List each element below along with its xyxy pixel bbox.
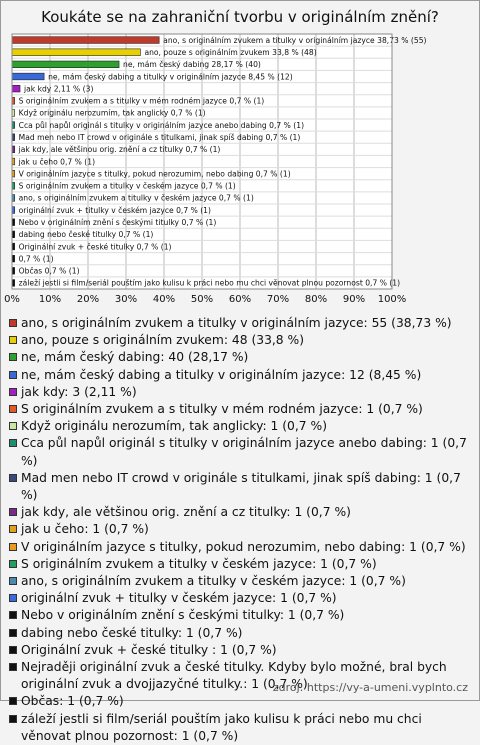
legend-entry bbox=[9, 349, 475, 366]
legend-swatch bbox=[9, 697, 17, 705]
legend-swatch bbox=[9, 319, 17, 327]
legend-swatch bbox=[9, 646, 17, 654]
legend-entry bbox=[9, 504, 475, 521]
legend-entry bbox=[9, 590, 475, 607]
legend-entry bbox=[9, 384, 475, 401]
bar-label: ne, mám český dabing a titulky v originálním jazyce 8,45 % (12) bbox=[48, 72, 293, 82]
legend-entry bbox=[9, 693, 475, 710]
legend-entry bbox=[9, 539, 475, 556]
legend-swatch bbox=[9, 371, 17, 379]
x-tick-label: 10% bbox=[38, 294, 62, 305]
bar-label: záleží jestli si film/seriál pouštím jako kulisu k práci nebo mu chci věnovat plnou pozornost 0,7 % (1) bbox=[18, 278, 401, 288]
x-tick-label: 0% bbox=[4, 294, 20, 305]
legend-swatch bbox=[9, 388, 17, 396]
legend-swatch bbox=[9, 439, 17, 447]
legend-entry bbox=[9, 401, 475, 418]
legend-label: Cca půl napůl originál s titulky v originálním jazyce anebo dabing: 1 (0,7 %) bbox=[21, 436, 467, 468]
bar-label: S originálním zvukem a s titulky v mém rodném jazyce 0,7 % (1) bbox=[18, 96, 265, 106]
legend-label: ne, mám český dabing: 40 (28,17 %) bbox=[21, 350, 249, 365]
legend-label: jak kdy, ale většinou orig. znění a cz titulky: 1 (0,7 %) bbox=[21, 505, 351, 520]
legend-entry bbox=[9, 315, 475, 332]
bar-label: Originální zvuk + české titulky 0,7 % (1) bbox=[18, 242, 172, 252]
legend-swatch bbox=[9, 353, 17, 361]
x-tick-label: 50% bbox=[190, 294, 214, 305]
legend-entry bbox=[9, 367, 475, 384]
legend-entry bbox=[9, 642, 475, 659]
legend-swatch bbox=[9, 422, 17, 430]
legend-label: Nejraději originální zvuk a české titulky. Kdyby bylo možné, bral bych originální zvuk a dvojjazyčné titulky.: 1 (0,7 %) bbox=[21, 660, 447, 692]
legend-label: ne, mám český dabing a titulky v originálním jazyce: 12 (8,45 %) bbox=[21, 367, 422, 382]
legend-label: Občas: 1 (0,7 %) bbox=[21, 694, 124, 709]
chart-title: Koukáte se na zahraniční tvorbu v originálním znění? bbox=[41, 8, 439, 26]
bar-label: 0,7 % (1) bbox=[18, 254, 54, 264]
bar-label: ne, mám český dabing 28,17 % (40) bbox=[123, 60, 261, 70]
legend-entry bbox=[9, 711, 475, 745]
bar-label: ano, pouze s originálním zvukem 33,8 % (48) bbox=[144, 48, 317, 58]
x-tick-label: 30% bbox=[114, 294, 138, 305]
legend-label: ano, s originálním zvukem a titulky v originálním jazyce: 55 (38,73 %) bbox=[21, 316, 452, 330]
legend-label: S originálním zvukem a s titulky v mém rodném jazyce: 1 (0,7 %) bbox=[21, 402, 423, 417]
legend-swatch bbox=[9, 474, 17, 482]
bar-label: jak kdy 2,11 % (3) bbox=[24, 84, 94, 94]
legend-swatch bbox=[9, 611, 17, 619]
legend-swatch bbox=[9, 715, 17, 723]
bar bbox=[12, 85, 20, 92]
x-tick-label: 80% bbox=[304, 294, 328, 305]
bar-chart bbox=[0, 0, 480, 315]
legend-label: jak kdy: 3 (2,11 %) bbox=[21, 384, 137, 399]
legend-label: Originální zvuk + české titulky : 1 (0,7 %) bbox=[21, 642, 277, 657]
bar-label: ano, s originálním zvukem a titulky v originálním jazyce 38,73 % (55) bbox=[163, 35, 427, 45]
x-tick-label: 60% bbox=[228, 294, 252, 305]
legend-entry bbox=[9, 470, 475, 504]
legend-swatch bbox=[9, 594, 17, 602]
legend-swatch bbox=[9, 525, 17, 533]
source-link[interactable]: zdroj: https://vy-a-umeni.vyplnto.cz bbox=[272, 681, 468, 694]
x-tick-label: 20% bbox=[76, 294, 100, 305]
bar-label: originální zvuk + titulky v českém jazyce 0,7 % (1) bbox=[18, 205, 211, 215]
legend-label: originální zvuk + titulky v českém jazyce: 1 (0,7 %) bbox=[21, 591, 337, 606]
bar-label: jak u čeho 0,7 % (1) bbox=[18, 157, 96, 167]
bar-label: S originálním zvukem a titulky v českém jazyce 0,7 % (1) bbox=[18, 181, 236, 191]
legend-label: jak u čeho: 1 (0,7 %) bbox=[21, 522, 149, 537]
legend-label: Mad men nebo IT crowd v originále s titulkami, jinak spíš dabing: 1 (0,7 %) bbox=[21, 470, 461, 503]
legend-swatch bbox=[9, 560, 17, 568]
legend-label: Když originálu nerozumím, tak anglicky: 1 (0,7 %) bbox=[21, 419, 327, 434]
bar-label: V originálním jazyce s titulky, pokud nerozumim, nebo dabing 0,7 % (1) bbox=[18, 169, 291, 179]
legend-swatch bbox=[9, 577, 17, 585]
legend-swatch bbox=[9, 405, 17, 413]
legend-label: Nebo v originálním znění s českými titulky: 1 (0,7 %) bbox=[21, 608, 345, 623]
legend-entry bbox=[9, 556, 475, 573]
legend-entry bbox=[9, 607, 475, 624]
bar-label: ano, s originálním zvukem a titulky v českém jazyce 0,7 % (1) bbox=[18, 193, 254, 203]
bar-label: jak kdy, ale většinou orig. znění a cz titulky 0,7 % (1) bbox=[18, 145, 221, 155]
bar bbox=[12, 37, 159, 44]
x-tick-label: 90% bbox=[342, 294, 366, 305]
legend-label: ano, pouze s originálním zvukem: 48 (33,8 %) bbox=[21, 333, 305, 348]
legend-swatch bbox=[9, 629, 17, 637]
bar bbox=[12, 73, 44, 80]
bar-label: Mad men nebo IT crowd v originále s titulkami, jinak spíš dabing 0,7 % (1) bbox=[18, 133, 301, 143]
x-tick-label: 100% bbox=[377, 294, 407, 305]
legend-entry bbox=[9, 573, 475, 590]
legend-swatch bbox=[9, 663, 17, 671]
legend-entry bbox=[9, 521, 475, 538]
legend-label: V originálním jazyce s titulky, pokud nerozumim, nebo dabing: 1 (0,7 %) bbox=[21, 539, 466, 554]
bar bbox=[12, 49, 140, 56]
bar bbox=[12, 61, 119, 68]
legend-swatch bbox=[9, 508, 17, 516]
legend-label: dabing nebo české titulky: 1 (0,7 %) bbox=[21, 625, 243, 640]
legend-entry bbox=[9, 435, 475, 469]
x-tick-label: 70% bbox=[266, 294, 290, 305]
legend-label: S originálním zvukem a titulky v českém jazyce: 1 (0,7 %) bbox=[21, 556, 377, 571]
x-tick-label: 40% bbox=[152, 294, 176, 305]
legend-swatch bbox=[9, 336, 17, 344]
bar-label: Když originálu nerozumím, tak anglicky 0,7 % (1) bbox=[18, 108, 206, 118]
legend-label: záleží jestli si film/seriál pouštím jako kulisu k práci nebo mu chci věnovat plnou pozornost: 1 (0,7 %) bbox=[21, 711, 422, 743]
bar-label: dabing nebo české titulky 0,7 % (1) bbox=[18, 230, 154, 240]
bar-label: Nebo v originálním znění s českými titulky 0,7 % (1) bbox=[18, 218, 217, 228]
legend-entry bbox=[9, 625, 475, 642]
legend-swatch bbox=[9, 543, 17, 551]
legend-label: ano, s originálním zvukem a titulky v českém jazyce: 1 (0,7 %) bbox=[21, 574, 406, 589]
bar-label: Cca půl napůl originál s titulky v originálním jazyce anebo dabing 0,7 % (1) bbox=[18, 120, 305, 130]
bar-label: Občas 0,7 % (1) bbox=[18, 266, 80, 276]
legend-entry bbox=[9, 418, 475, 435]
legend-entry bbox=[9, 332, 475, 349]
